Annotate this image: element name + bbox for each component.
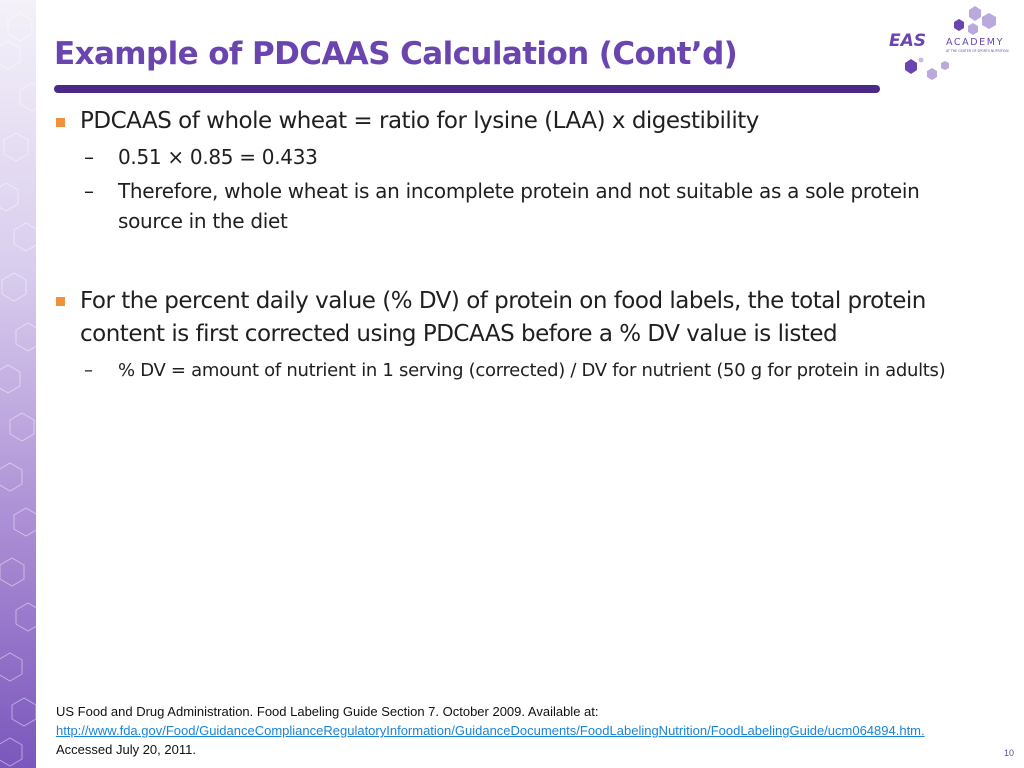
sub-bullet-item <box>54 142 959 172</box>
logo-tagline-text: AT THE CENTER OF SPORTS NUTRITION <box>946 49 1009 53</box>
eas-academy-logo <box>885 4 1020 84</box>
bullet-text: PDCAAS of whole wheat = ratio for lysine (LAA) x digestibility <box>80 108 759 134</box>
logo-word-text: ACADEMY <box>946 37 1004 48</box>
dash-bullet-icon: – <box>84 360 93 381</box>
reference-citation <box>56 702 956 759</box>
reference-link[interactable]: http://www.fda.gov/Food/GuidanceComplianceRegulatoryInformation/GuidanceDocuments/FoodLabelingNutrition/FoodLabelingGuide/ucm064894.htm. <box>56 723 925 738</box>
sub-bullet-item <box>54 357 959 385</box>
decorative-side-band <box>0 0 36 768</box>
hexagon-pattern <box>0 0 36 768</box>
slide-title: Example of PDCAAS Calculation (Cont’d) <box>54 36 738 72</box>
logo-brand-text: EAS <box>889 31 927 51</box>
page-number: 10 <box>1003 748 1014 758</box>
square-bullet-icon <box>56 118 65 127</box>
reference-prefix: US Food and Drug Administration. Food Labeling Guide Section 7. October 2009. Available at: <box>56 704 599 719</box>
square-bullet-icon <box>56 297 65 306</box>
title-underline <box>54 85 880 93</box>
sub-bullet-text: Therefore, whole wheat is an incomplete protein and not suitable as a sole protein source in the diet <box>118 179 920 233</box>
dash-bullet-icon: – <box>84 179 94 203</box>
sub-bullet-text: % DV = amount of nutrient in 1 serving (corrected) ∕ DV for nutrient (50 g for protein in adults) <box>118 360 946 381</box>
bullet-item <box>54 106 959 136</box>
bullet-text: For the percent daily value (% DV) of protein on food labels, the total protein content is first corrected using PDCAAS before a % DV value is listed <box>80 288 926 347</box>
slide-body <box>54 106 959 385</box>
sub-bullet-text: 0.51 × 0.85 = 0.433 <box>118 145 318 169</box>
logo-graphic <box>885 4 1020 84</box>
reference-accessed: Accessed July 20, 2011. <box>56 742 196 757</box>
sub-bullet-item <box>54 176 959 236</box>
dash-bullet-icon: – <box>84 145 94 169</box>
bullet-item <box>54 285 959 351</box>
